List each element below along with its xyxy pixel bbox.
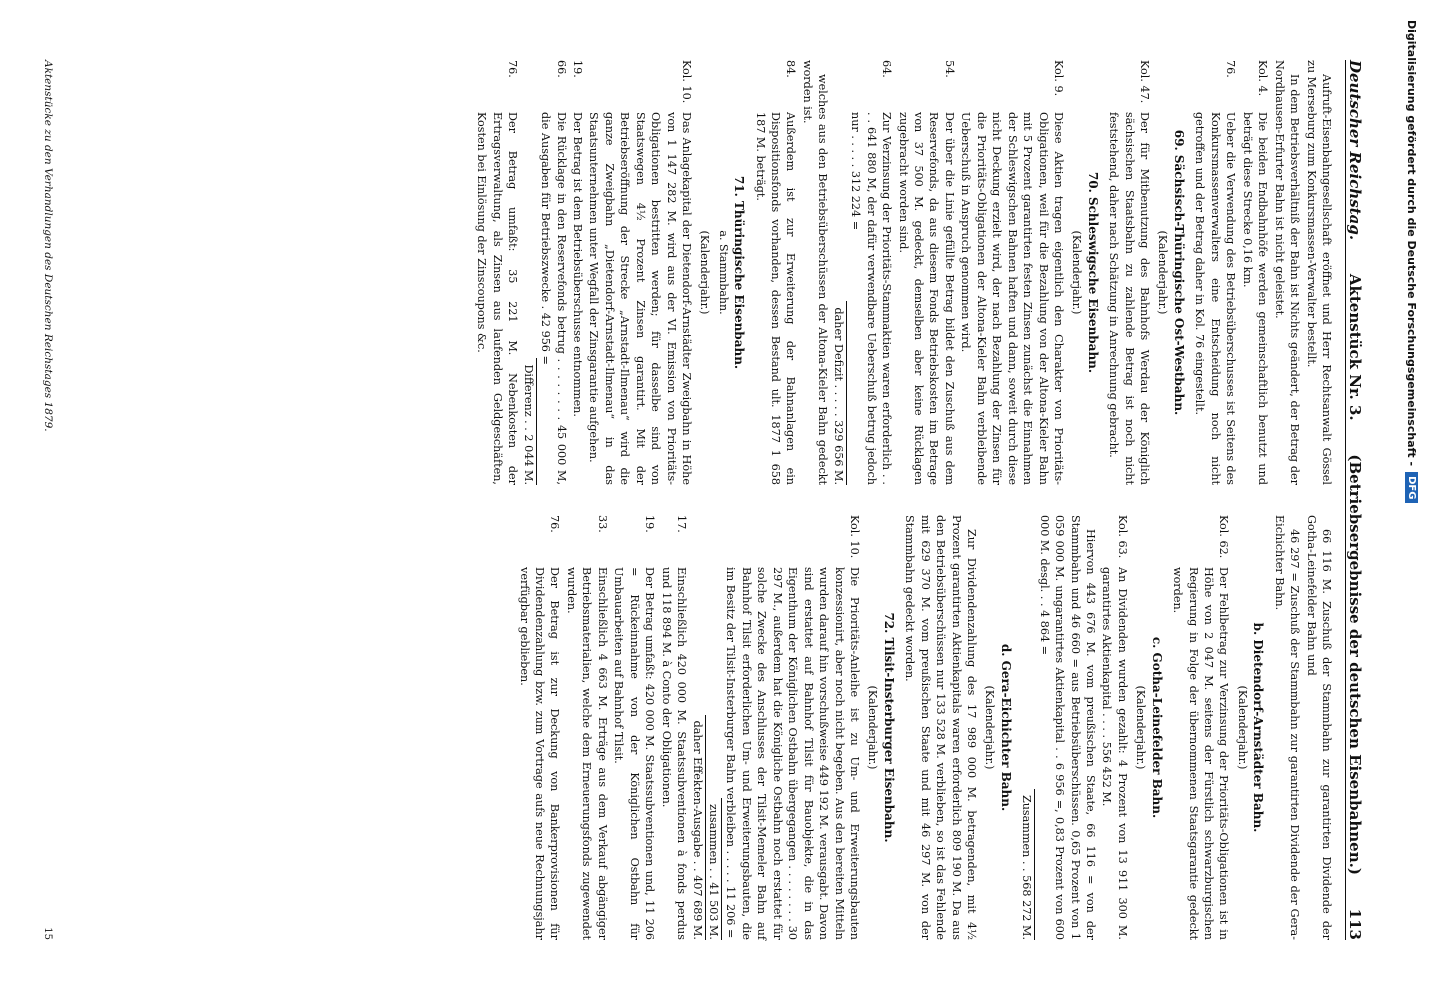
entry-ref: 76. <box>506 60 520 78</box>
paragraph: Zur Dividendenzahlung des 17 989 000 M. betragenden, mit 4½ Prozent garantirten Aktienkapitals waren erforderlich 809 190 M. Da aus den Betriebsüberschüssen nur 133 528 M. verblieben, so ist das Fehlende mit 629 370 M. vom preußischen Staate und mit 46 297 M. von der Stammbahn gedeckt worden. <box>903 515 979 940</box>
entry-ref: Kol. 10. <box>680 60 694 104</box>
entry-text: Die Rücklage in den Reservefonds betrug . . . . . . . . 45 000 M, die Ausgaben für Betriebszwecke . 42 956 = <box>539 112 568 485</box>
page-header <box>1345 60 1372 940</box>
dfg-logo: DFG <box>1406 472 1419 503</box>
entry <box>1170 515 1232 940</box>
entry-ref: Kol. 47. <box>1138 60 1152 104</box>
effekten-total: daher Effekten-Ausgabe . . 407 689 M. <box>689 715 705 940</box>
section-subheading: (Kalenderjahr.) <box>1235 685 1249 770</box>
entry-ref: 17. <box>675 515 689 533</box>
entry-text: Der Betrag umfaßt: 420 000 M. Staatssubventionen und, 11 206 = Rückeinnahme von der Königlichen Ostbahn für Umbauarbeiten auf Bahnhof Tilsit. <box>612 567 657 940</box>
zusammen-total: Zusammen . . 568 272 M. <box>1019 789 1035 940</box>
entry-text: Der über die Linie gefüllte Betrag bildet den Zuschuß aus dem Reservefonds, da aus diesem Fonds Betriebskosten im Betrage von 37 500 M. gedeckt, demselben aber keine Rücklagen zugebracht worden sind. <box>896 112 956 485</box>
header-right: (Betriebsergebnisse der deutschen Eisenbahnen.) <box>1346 454 1364 875</box>
entry-text: Außerdem ist zur Erweiterung der Bahnanlagen ein Dispositionsfonds vorhanden, dessen Bestand ult. 1877 1 658 187 M. beträgt. <box>753 112 798 485</box>
entry-text: Die Prioritäts-Anleihe ist zu Um- und Erweiterungsbauten konzessionirt, aber noch nicht begeben. Aus den bereiten Mitteln wurden darauf hin vorschußweise 449 192 M. verausgabt. Davon sind erstattet auf Bahnhof Tilsit für Bauobjekte, die in das Eigenthum der Königlichen Ostbahn übergegangen . . . . . . . . 30 297 M., außerdem hat die Königliche Ostbahn noch erstattet für solche Zwecke des Anschlusses der Tilsit-Memeler Bahn auf Bahnhof Tilsit erforderlichen Um- und Erweiterungsbauten, die im Besitz der Tilsit-Insterburger Bahn verbleiben . . . . . 11 206 = <box>724 567 862 940</box>
entry-text: Der für Mitbenutzung des Bahnhofs Werdau der Königlich sächsischen Staatsbahn zu zahlende Betrag ist noch nicht feststehend, daher nach Schätzung in Anrechnung gebracht. <box>1107 112 1152 485</box>
differenz-total: Differenz . . 2 044 M. <box>520 358 536 485</box>
left-column <box>473 60 1334 485</box>
section-subheading: (Kalenderjahr.) <box>698 230 712 315</box>
entry <box>516 515 562 940</box>
right-column <box>515 515 1334 940</box>
amount-line <box>830 60 846 485</box>
page-number: 113 <box>1346 908 1364 940</box>
section-subheading: (Kalenderjahr.) <box>1134 685 1148 770</box>
section-subheading: (Kalenderjahr.) <box>1070 230 1084 315</box>
entry-ref: Kol. 63. <box>1115 515 1129 559</box>
entry-ref: 64. <box>880 60 894 78</box>
header-center: Aktenstück Nr. 3. <box>1346 273 1364 421</box>
section-heading: 70. Schleswigsche Eisenbahn. <box>1085 171 1100 374</box>
entry-ref: 33. <box>595 515 609 533</box>
entry <box>538 60 569 485</box>
entry-ref: 54. <box>942 60 956 78</box>
entry-text: Ueber die Verwendung des Betriebsüberschusses ist Seitens des Konkursmassenverwalters eine Entscheidung noch nicht getroffen und der Betrag daher in Kol. 76 eingestellt. <box>1193 112 1238 485</box>
paragraph: welches aus den Betriebsüberschüssen der Altona-Kieler Bahn gedeckt worden ist. <box>800 60 830 485</box>
entry <box>1239 60 1270 485</box>
entry <box>1192 60 1238 485</box>
dfg-strip <box>1392 0 1432 1000</box>
signature-mark: 15 <box>42 927 53 940</box>
entry-ref: 84. <box>784 60 798 78</box>
entry-ref: Kol. 4. <box>1256 60 1270 97</box>
entry-text: Die beiden Endbahnhöfe werden gemeinschaftlich benutzt und beträgt diese Strecke 0,16 km. <box>1240 112 1270 485</box>
amount-line <box>706 515 722 940</box>
header-left: Deutscher Reichstag. <box>1346 60 1364 241</box>
section-heading: 72. Tilsit-Insterburger Eisenbahn. <box>881 612 896 843</box>
entry <box>895 60 957 485</box>
entry <box>1106 60 1152 485</box>
entry-text: Einschließlich 420 000 M. Staatssubventionen à fonds perdus und 118 894 M. à Conto der Obligationen. <box>659 567 689 940</box>
entry-ref: Kol. 9. <box>1052 60 1066 97</box>
entry <box>723 515 862 940</box>
entry <box>570 60 585 485</box>
entry-text: An Dividenden wurden gezahlt: 4 Prozent von 13 911 300 M. garantirtes Aktienkapital . . . . 556 452 M. <box>1100 567 1129 940</box>
entry-text: Das Anlagekapital der Dietendorf-Arnstädter Zweigbahn in Höhe von 1 147 282 M. wird aus der VI. Emission von Prioritäts-Obligationen bestritten werden; für dasselbe sind von Staatswegen 4½ Prozent Zinsen garantirt. Mit der Betriebseröffnung der Strecke „Arnstadt-Ilmenau“ wird die ganze Zweigbahn „Dietendorf-Arnstadt-Ilmenau“ in das Staatsunternehmen unter Wegfall der Zinsgarantie aufgehen. <box>587 112 694 485</box>
paragraph: In dem Betriebsverhältniß der Bahn ist Nichts geändert, der Betrag der Nordhausen-Erfurter Bahn ist nicht geleistet. <box>1272 60 1302 485</box>
paragraph: 66 116 M. Zuschuß der Stammbahn zur garantirten Dividende der Gotha-Leinefelder Bahn und <box>1304 515 1333 940</box>
section-heading: c. Gotha-Leinefelder Bahn. <box>1149 636 1164 819</box>
dfg-text: Digitalisierung gefördert durch die Deutsche Forschungsgemeinschaft - <box>1405 20 1419 467</box>
defizit-total: daher Defizit . . . . . 329 656 M. <box>830 301 846 485</box>
entry-ref: 19. <box>571 60 584 78</box>
section-subheading: a. Stammbahn. <box>716 230 730 315</box>
section-subheading: (Kalenderjahr.) <box>983 685 997 770</box>
entry-ref: 66. <box>554 60 568 78</box>
paragraph: Aufruft-Eisenbahngesellschaft eröffnet und Herr Rechtsanwalt Gössel zu Merseburg zum Konkursmassen-Verwalter bestellt. <box>1304 60 1333 485</box>
entry-text: Zur Verzinsung der Prioritäts-Stammaktien waren erforderlich . . . . 641 880 M, der dafür verwendbare Ueberschuß betrug jedoch nur . . . . . 312 224 = <box>849 112 894 485</box>
entry-ref: 76. <box>548 515 562 533</box>
page-footer: Aktenstücke zu den Verhandlungen des Deutschen Reichstages 1879. <box>42 60 54 432</box>
entry <box>752 60 798 485</box>
entry <box>563 515 609 940</box>
entry-text: Einschließlich 4 663 M. Erträge aus dem Verkauf abgängiger Betriebsmaterialien, welche dem Erneuerungsfonds zugewendet wurden. <box>564 567 609 940</box>
section-heading: 69. Sächsisch-Thüringische Ost-Westbahn. <box>1171 129 1186 416</box>
section-heading: d. Gera-Eichichter Bahn. <box>998 643 1013 812</box>
amount-line <box>1019 515 1035 940</box>
section-heading: b. Dietendorf-Arnstädter Bahn. <box>1251 622 1266 833</box>
paragraph: 46 297 = Zuschuß der Stammbahn zur garantirten Dividende der Gera-Eichichter Bahn. <box>1272 515 1302 940</box>
section-subheading: (Kalenderjahr.) <box>1156 230 1170 315</box>
amount-line <box>520 60 536 485</box>
paragraph: Hiervon 443 676 M. vom preußischen Staate, 66 116 = von der Stammbahn und 46 660 = aus Betriebsüberschüssen. 0,65 Prozent von 1 059 000 M. ungarantirtes Aktienkapital . . 6 956 =, 0,83 Prozent von 600 000 M. desgl. . . 4 864 = <box>1037 515 1098 940</box>
entry <box>611 515 657 940</box>
entry-text: Der Betrag ist dem Betriebsüberschusse entnommen. <box>571 112 584 417</box>
entry <box>848 60 894 485</box>
entry-text: Der Betrag umfaßt: 35 221 M. Nebenkosten der Ertragsverwaltung, als Zinsen aus laufenden Geldgeschäften, Kosten bei Einlösung der Zinscoupons &c. <box>475 112 520 485</box>
entry-text: Der Fehlbetrag zur Verzinsung der Prioritäts-Obligationen ist in Höhe von 2 047 M. seitens der Fürstlich schwarzburgischen Regierung in Folge der übernommenen Staatsgarantie gedeckt worden. <box>1171 567 1231 940</box>
amount-line <box>689 515 705 940</box>
entry-ref: Kol. 10. <box>848 515 862 559</box>
entry-text: Der Betrag ist zur Deckung von Bankerprovisionen für Dividendenzahlung bzw. zum Vortrage aufs neue Rechnungsjahr verfügbar geblieben. <box>517 567 562 940</box>
entry-ref: Kol. 62. <box>1217 515 1231 559</box>
zusammen-total: zusammen . . 41 503 M. <box>706 798 722 940</box>
entry <box>958 60 1066 485</box>
entry-text: Diese Aktien tragen eigentlich den Charakter von Prioritäts-Obligationen, weil für die Bezahlung von der Altona-Kieler Bahn mit 5 Prozent garantirten festen Zinsen zunächst die Einnahmen der Schleswigschen Bahnen haften und dann, soweit durch diese nicht Deckung erzielt wird, der nach Bezahlung der Zinsen für die Prioritäts-Obligationen der Altona-Kieler Bahn verbleibende Ueberschuß in Anspruch genommen wird. <box>959 112 1066 485</box>
entry <box>658 515 689 940</box>
section-heading: 71. Thüringische Eisenbahn. <box>732 175 747 370</box>
section-subheading: (Kalenderjahr.) <box>866 685 880 770</box>
entry <box>586 60 694 485</box>
entry-ref: 19. <box>643 515 657 533</box>
entry-ref: 76. <box>1224 60 1238 78</box>
entry <box>474 60 520 485</box>
document-sheet <box>42 60 1372 940</box>
entry <box>1099 515 1130 940</box>
